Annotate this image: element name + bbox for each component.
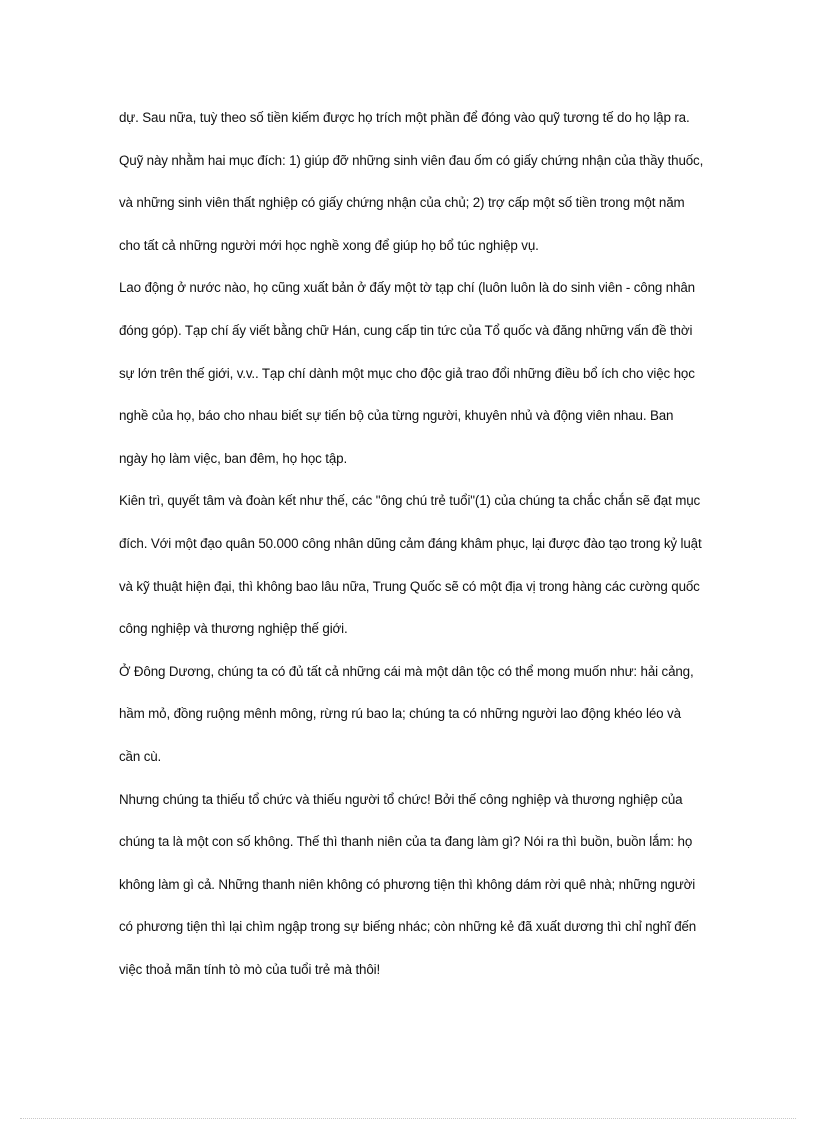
page-bottom-divider <box>20 1118 796 1119</box>
document-body <box>119 97 704 991</box>
paragraph-mutual-aid-fund: dự. Sau nữa, tuỳ theo số tiền kiếm được họ trích một phần để đóng vào quỹ tương tế do họ lập ra. Quỹ này nhằm hai mục đích: 1) giúp đỡ những sinh viên đau ốm có giấy chứng nhận của thầy thuốc, và những sinh viên thất nghiệp có giấy chứng nhận của chủ; 2) trợ cấp một số tiền trong một năm cho tất cả những người mới học nghề xong để giúp họ bổ túc nghiệp vụ. <box>119 110 704 253</box>
paragraph-indochina-resources: Ở Đông Dương, chúng ta có đủ tất cả những cái mà một dân tộc có thể mong muốn như: hải cảng, hầm mỏ, đồng ruộng mênh mông, rừng rú bao la; chúng ta có những người lao động khéo léo và cần cù. <box>119 663 694 764</box>
paragraph-lack-of-organization: Nhưng chúng ta thiếu tổ chức và thiếu người tổ chức! Bởi thế công nghiệp và thương nghiệp của chúng ta là một con số không. Thế thì thanh niên của ta đang làm gì? Nói ra thì buồn, buồn lắm: họ không làm gì cả. Những thanh niên không có phương tiện thì không dám rời quê nhà; những người có phương tiện thì lại chìm ngập trong sự biếng nhác; còn những kẻ đã xuất dương thì chỉ nghĩ đến việc thoả mãn tính tò mò của tuổi trẻ mà thôi! <box>119 791 697 977</box>
paragraph-magazine: Lao động ở nước nào, họ cũng xuất bản ở đấy một tờ tạp chí (luôn luôn là do sinh viên - công nhân đóng góp). Tạp chí ấy viết bằng chữ Hán, cung cấp tin tức của Tổ quốc và đăng những vấn đề thời sự lớn trên thế giới, v.v.. Tạp chí dành một mục cho độc giả trao đổi những điều bổ ích cho việc học nghề của họ, báo cho nhau biết sự tiến bộ của từng người, khuyên nhủ và động viên nhau. Ban ngày họ làm việc, ban đêm, họ học tập. <box>119 280 695 466</box>
paragraph-perseverance: Kiên trì, quyết tâm và đoàn kết như thế, các "ông chú trẻ tuổi"(1) của chúng ta chắc chắn sẽ đạt mục đích. Với một đạo quân 50.000 công nhân dũng cảm đáng khâm phục, lại được đào tạo trong kỷ luật và kỹ thuật hiện đại, thì không bao lâu nữa, Trung Quốc sẽ có một địa vị trong hàng các cường quốc công nghiệp và thương nghiệp thế giới. <box>119 493 702 637</box>
